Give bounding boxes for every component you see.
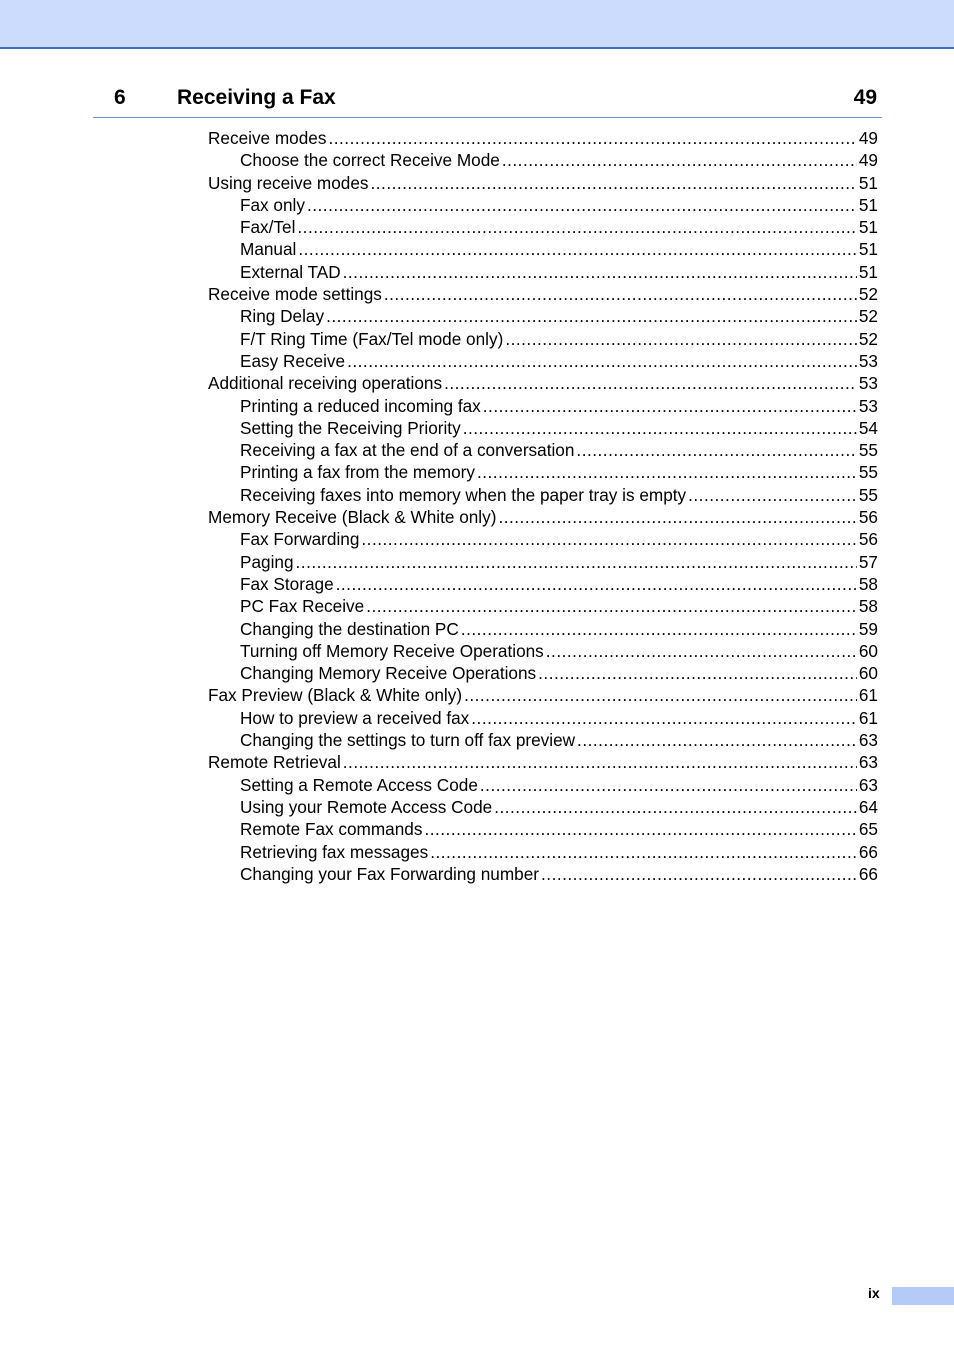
toc-entry-page: 63 <box>858 774 878 795</box>
toc-entry-title: How to preview a received fax <box>240 707 470 728</box>
toc-subsection-entry[interactable] <box>208 149 878 171</box>
toc-dot-leader <box>371 172 857 194</box>
toc-subsection-entry[interactable] <box>208 261 878 283</box>
toc-subsection-entry[interactable] <box>208 461 878 483</box>
toc-subsection-entry[interactable] <box>208 328 878 350</box>
toc-dot-leader <box>430 841 857 863</box>
toc-dot-leader <box>361 528 856 550</box>
toc-entry-title: Using your Remote Access Code <box>240 796 493 817</box>
toc-entry-title: PC Fax Receive <box>240 596 365 617</box>
toc-entry-page: 49 <box>858 150 878 171</box>
toc-dot-leader <box>688 484 857 506</box>
toc-entry-page: 51 <box>858 217 878 238</box>
toc-subsection-entry[interactable] <box>208 484 878 506</box>
toc-subsection-entry[interactable] <box>208 618 878 640</box>
toc-entry-page: 66 <box>858 863 878 884</box>
toc-dot-leader <box>463 417 857 439</box>
toc-dot-leader <box>298 238 857 260</box>
toc-entry-page: 59 <box>858 618 878 639</box>
toc-entry-title: Setting a Remote Access Code <box>240 774 478 795</box>
toc-entry-title: Choose the correct Receive Mode <box>240 150 500 171</box>
toc-entry-page: 58 <box>858 573 878 594</box>
toc-dot-leader <box>477 461 857 483</box>
toc-entry-title: Fax Preview (Black & White only) <box>208 685 463 706</box>
toc-entry-page: 53 <box>858 373 878 394</box>
toc-entry-title: Paging <box>240 551 294 572</box>
toc-entry-page: 57 <box>858 551 878 572</box>
toc-entry-title: Changing Memory Receive Operations <box>240 663 537 684</box>
toc-entry-page: 51 <box>858 172 878 193</box>
footer-tab <box>892 1287 954 1305</box>
chapter-number: 6 <box>114 86 126 109</box>
toc-subsection-entry[interactable] <box>208 796 878 818</box>
toc-entry-page: 66 <box>858 841 878 862</box>
toc-dot-leader <box>326 305 857 327</box>
toc-entry-page: 61 <box>858 707 878 728</box>
toc-entry-page: 60 <box>858 663 878 684</box>
toc-dot-leader <box>424 818 856 840</box>
toc-entry-page: 56 <box>858 529 878 550</box>
toc-entry-page: 63 <box>858 730 878 751</box>
toc-dot-leader <box>384 283 857 305</box>
toc-entry-title: F/T Ring Time (Fax/Tel mode only) <box>240 328 504 349</box>
toc-dot-leader <box>343 751 857 773</box>
toc-dot-leader <box>502 149 857 171</box>
toc-dot-leader <box>366 595 857 617</box>
toc-entry-title: Setting the Receiving Priority <box>240 417 461 438</box>
toc-entry-title: Fax Forwarding <box>240 529 360 550</box>
toc-entry-page: 64 <box>858 796 878 817</box>
toc-entry-page: 52 <box>858 306 878 327</box>
toc-entry-page: 55 <box>858 440 878 461</box>
chapter-title[interactable]: Receiving a Fax <box>177 86 336 109</box>
toc-section-entry[interactable] <box>208 127 878 149</box>
toc-subsection-entry[interactable] <box>208 238 878 260</box>
toc-entry-title: Receiving faxes into memory when the paper tray is empty <box>240 484 687 505</box>
toc-entry-title: Fax Storage <box>240 573 334 594</box>
toc-entry-title: Receiving a fax at the end of a conversation <box>240 440 575 461</box>
toc-entry-title: Using receive modes <box>208 172 369 193</box>
toc-dot-leader <box>464 684 857 706</box>
toc-entry-title: Retrieving fax messages <box>240 841 429 862</box>
toc-section-entry[interactable] <box>208 684 878 706</box>
toc-dot-leader <box>538 662 857 684</box>
toc-subsection-entry[interactable] <box>208 350 878 372</box>
toc-entry-page: 52 <box>858 328 878 349</box>
toc-entry-page: 49 <box>858 128 878 148</box>
toc-entry-title: Remote Fax commands <box>240 819 423 840</box>
toc-subsection-entry[interactable] <box>208 551 878 573</box>
toc-subsection-entry[interactable] <box>208 707 878 729</box>
toc-entry-page: 54 <box>858 417 878 438</box>
toc-dot-leader <box>483 395 857 417</box>
toc-dot-leader <box>577 729 857 751</box>
toc-dot-leader <box>498 506 856 528</box>
toc-subsection-entry[interactable] <box>208 395 878 417</box>
toc-entry-page: 58 <box>858 596 878 617</box>
toc-subsection-entry[interactable] <box>208 818 878 840</box>
toc-dot-leader <box>461 618 857 640</box>
toc-dot-leader <box>343 261 857 283</box>
toc-entry-page: 60 <box>858 640 878 661</box>
toc-dot-leader <box>541 863 857 885</box>
toc-entry-title: Receive modes <box>208 128 327 148</box>
toc-entry-page: 63 <box>858 752 878 773</box>
toc-subsection-entry[interactable] <box>208 863 878 885</box>
toc-dot-leader <box>307 194 857 216</box>
toc-entry-title: Remote Retrieval <box>208 752 341 773</box>
toc-dot-leader <box>347 350 857 372</box>
table-of-contents <box>208 127 878 885</box>
toc-dot-leader <box>494 796 857 818</box>
toc-subsection-entry[interactable] <box>208 439 878 461</box>
toc-subsection-entry[interactable] <box>208 528 878 550</box>
toc-dot-leader <box>296 551 857 573</box>
toc-subsection-entry[interactable] <box>208 216 878 238</box>
toc-entry-title: Receive mode settings <box>208 284 382 305</box>
toc-subsection-entry[interactable] <box>208 774 878 796</box>
toc-entry-page: 53 <box>858 395 878 416</box>
toc-entry-page: 55 <box>858 484 878 505</box>
toc-entry-page: 56 <box>858 507 878 528</box>
toc-section-entry[interactable] <box>208 506 878 528</box>
toc-entry-title: Printing a fax from the memory <box>240 462 475 483</box>
toc-entry-page: 52 <box>858 284 878 305</box>
page-number-label: ix <box>868 1285 880 1301</box>
toc-dot-leader <box>336 573 857 595</box>
toc-subsection-entry[interactable] <box>208 417 878 439</box>
toc-entry-title: Fax/Tel <box>240 217 296 238</box>
toc-section-entry[interactable] <box>208 172 878 194</box>
toc-subsection-entry[interactable] <box>208 194 878 216</box>
toc-dot-leader <box>505 328 857 350</box>
toc-subsection-entry[interactable] <box>208 573 878 595</box>
toc-dot-leader <box>576 439 856 461</box>
toc-entry-title: Ring Delay <box>240 306 325 327</box>
toc-subsection-entry[interactable] <box>208 729 878 751</box>
toc-entry-title: Memory Receive (Black & White only) <box>208 507 497 528</box>
toc-dot-leader <box>328 127 856 149</box>
toc-entry-page: 53 <box>858 350 878 371</box>
toc-subsection-entry[interactable] <box>208 841 878 863</box>
toc-entry-title: Fax only <box>240 194 305 215</box>
toc-entry-title: Printing a reduced incoming fax <box>240 395 481 416</box>
chapter-page-number[interactable]: 49 <box>853 86 877 109</box>
toc-section-entry[interactable] <box>208 372 878 394</box>
toc-subsection-entry[interactable] <box>208 595 878 617</box>
chapter-header <box>93 84 882 118</box>
toc-entry-page: 51 <box>858 239 878 260</box>
toc-entry-title: Changing the settings to turn off fax preview <box>240 730 576 751</box>
toc-entry-page: 65 <box>858 819 878 840</box>
toc-entry-title: Changing your Fax Forwarding number <box>240 863 540 884</box>
toc-dot-leader <box>471 707 857 729</box>
toc-entry-page: 61 <box>858 685 878 706</box>
toc-entry-title: Easy Receive <box>240 350 346 371</box>
toc-subsection-entry[interactable] <box>208 662 878 684</box>
toc-entry-page: 55 <box>858 462 878 483</box>
toc-entry-title: External TAD <box>240 261 341 282</box>
toc-dot-leader <box>480 774 857 796</box>
toc-subsection-entry[interactable] <box>208 305 878 327</box>
toc-entry-page: 51 <box>858 194 878 215</box>
toc-entry-page: 51 <box>858 261 878 282</box>
toc-entry-title: Changing the destination PC <box>240 618 459 639</box>
toc-entry-title: Manual <box>240 239 297 260</box>
toc-dot-leader <box>444 372 857 394</box>
toc-section-entry[interactable] <box>208 751 878 773</box>
toc-entry-title: Turning off Memory Receive Operations <box>240 640 544 661</box>
toc-subsection-entry[interactable] <box>208 640 878 662</box>
toc-dot-leader <box>546 640 857 662</box>
top-header-band <box>0 0 954 49</box>
toc-section-entry[interactable] <box>208 283 878 305</box>
toc-dot-leader <box>297 216 856 238</box>
toc-entry-title: Additional receiving operations <box>208 373 443 394</box>
